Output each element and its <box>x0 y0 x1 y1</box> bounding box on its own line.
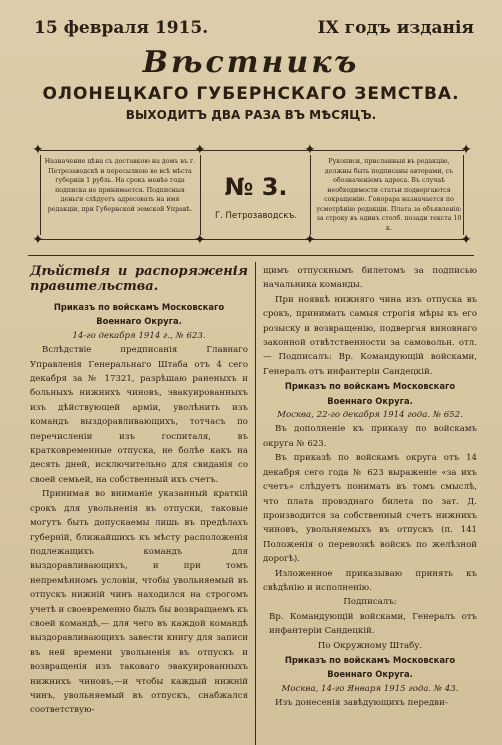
staff-label: По Окружному Штабу. <box>317 640 423 651</box>
newspaper-subtitle: ОЛОНЕЦКАГО ГУБЕРНСКАГО ЗЕМСТВА. <box>42 84 460 104</box>
box-divider <box>200 155 201 235</box>
signer: Вр. Командующій войсками, Генералъ отъ инфантеріи Сандецкій. <box>269 611 477 637</box>
ornament-divider-icon: ✦ <box>304 232 316 248</box>
publication-frequency: ВЫХОДИТЪ ДВА РАЗА ВЪ МѢСЯЦЪ. <box>125 108 377 122</box>
right-column <box>263 264 477 711</box>
ornament-corner-icon: ✦ <box>460 232 472 248</box>
paragraph: Изложенное приказываю принять къ свѣдѣнію и исполненію. <box>263 568 477 593</box>
issue-number: № 3. <box>224 173 288 201</box>
newspaper-title: Вѣстникъ <box>142 45 360 80</box>
ornament-corner-icon: ✦ <box>460 142 472 158</box>
header-rule <box>28 255 474 256</box>
ornament-corner-icon: ✦ <box>32 232 44 248</box>
signed-label: Подписалъ: <box>343 597 397 608</box>
top-line <box>34 18 474 40</box>
publication-city: Г. Петрозаводскъ. <box>214 211 298 221</box>
left-column <box>30 264 248 718</box>
box-border <box>463 155 464 235</box>
ornament-divider-icon: ✦ <box>194 232 206 248</box>
box-divider <box>310 155 311 235</box>
year-of-issue: IX годъ изданія <box>317 18 474 38</box>
paragraph: щимъ отпускнымъ билетомъ за подписью начальника команды. <box>263 266 477 291</box>
order-title: Приказъ по войскамъ Московскаго Военнаго Округа. <box>284 654 456 680</box>
issue-number-block <box>208 161 304 221</box>
masthead <box>0 46 502 122</box>
issue-date: 15 февраля 1915. <box>34 18 209 38</box>
ornament-divider-icon: ✦ <box>304 142 316 158</box>
editorial-note: Рукописи, присланныя въ редакцію, должны быть подписаны авторами, съ обозначеніемъ адреса. Въ случаѣ необходимости статьи подвергаются сокращенію. Гонорара назначается по усмотрѣнію редакціи. Плата за объявленія: за строку въ одинъ столб. позади текста 10 к. <box>316 158 462 232</box>
box-border <box>40 155 41 235</box>
order-title: Приказъ по войскамъ Московскаго Военнаго Округа. <box>284 381 456 406</box>
order-date: Москва, 22-го декабря 1914 года. № 652. <box>277 410 463 421</box>
order-date: Москва, 14-го Января 1915 года. № 43. <box>281 683 459 694</box>
ornament-corner-icon: ✦ <box>32 142 44 158</box>
column-rule <box>255 262 256 745</box>
order-title: Приказъ по войскамъ Московскаго Военнаго Округа. <box>53 302 225 327</box>
paragraph: Въ приказѣ по войскамъ округа отъ 14 декабря сего года № 623 выраженіе «за ихъ счетъ» слѣдуетъ понимать въ томъ смыслѣ, что плата провзднаго билета по зат. Д. производится за собственный счетъ нижнихъ чиновъ, увольняемыхъ въ отпускъ (п. 141 Положенія о перевозкѣ войскъ по желѣзной дорогѣ). <box>263 453 477 565</box>
paragraph: Вслѣдствіе предписанія Главнаго Управленія Генеральнаго Штаба отъ 4 сего декабря за № 17321, разрѣшаю раненыхъ и больныхъ нижнихъ чиновъ, эвакуированныхъ изъ дѣйствующей арміи, уволѣнить изъ командъ выздоравливающихъ, тотчасъ по перечисленіи изъ госпиталя, въ кратковременные отпуска, не болѣе какъ на десять дней, исключительно для свиданія со своей семьей, на собственный ихъ счетъ. <box>30 345 248 485</box>
paragraph: Изъ донесенія завѣдующихъ передви- <box>275 698 448 709</box>
info-box <box>32 142 472 248</box>
paragraph: При ноявкѣ нижняго чина изъ отпуска въ срокъ, принимать самыя строгія мѣры къ его розыску и возвращенію, подвергая виновнаго законной отвѣтственности за самовольн. отл. — Подписалъ: Вр. Командующій войсками, Генералъ отъ инфантеріи Сандецкій. <box>263 294 477 377</box>
section-heading: Дѣйствія и распоряженія правительства. <box>30 264 248 294</box>
order-date: 14-го декабря 1914 г., № 623. <box>72 330 206 341</box>
ornament-divider-icon: ✦ <box>194 142 206 158</box>
paragraph: Принимая во вниманіе указанный краткій срокъ для увольненія въ отпуски, таковые могутъ быть допускаемы лишь въ предѣлахъ губерній, ближайшихъ къ мѣсту расположенія подлежащихъ командъ для выздоравливающихъ, и при томъ непремѣнномъ условіи, чтобы увольняемый въ отпускъ нижній чинъ находился на строгомъ учетѣ и своевременно былъ бы возвращаемъ къ своей командѣ,— для чего въ каждой командѣ выздоравливающихъ завести книгу для записи въ ней времени увольненія въ отпускъ и возвращенія изъ таковаго эвакуированныхъ нижнихъ чиновъ,—и чтобы каждый нижній чинъ, увольняемый въ отпускъ, снабжался соответствую- <box>30 489 248 716</box>
subscription-note: Назначение цѣна съ доставкою на домъ въ г. Петрозаводскѣ и пересылкою во всѣ мѣста губерніи 1 рубль. На срокъ менѣе года подписка не принимается. Подписныя деньги слѣдуетъ адресовать на имя редакціи, при Губернской земской Управѣ. <box>44 158 196 213</box>
paragraph: Въ дополненіе къ приказу по войскамъ округа № 623. <box>263 424 477 449</box>
